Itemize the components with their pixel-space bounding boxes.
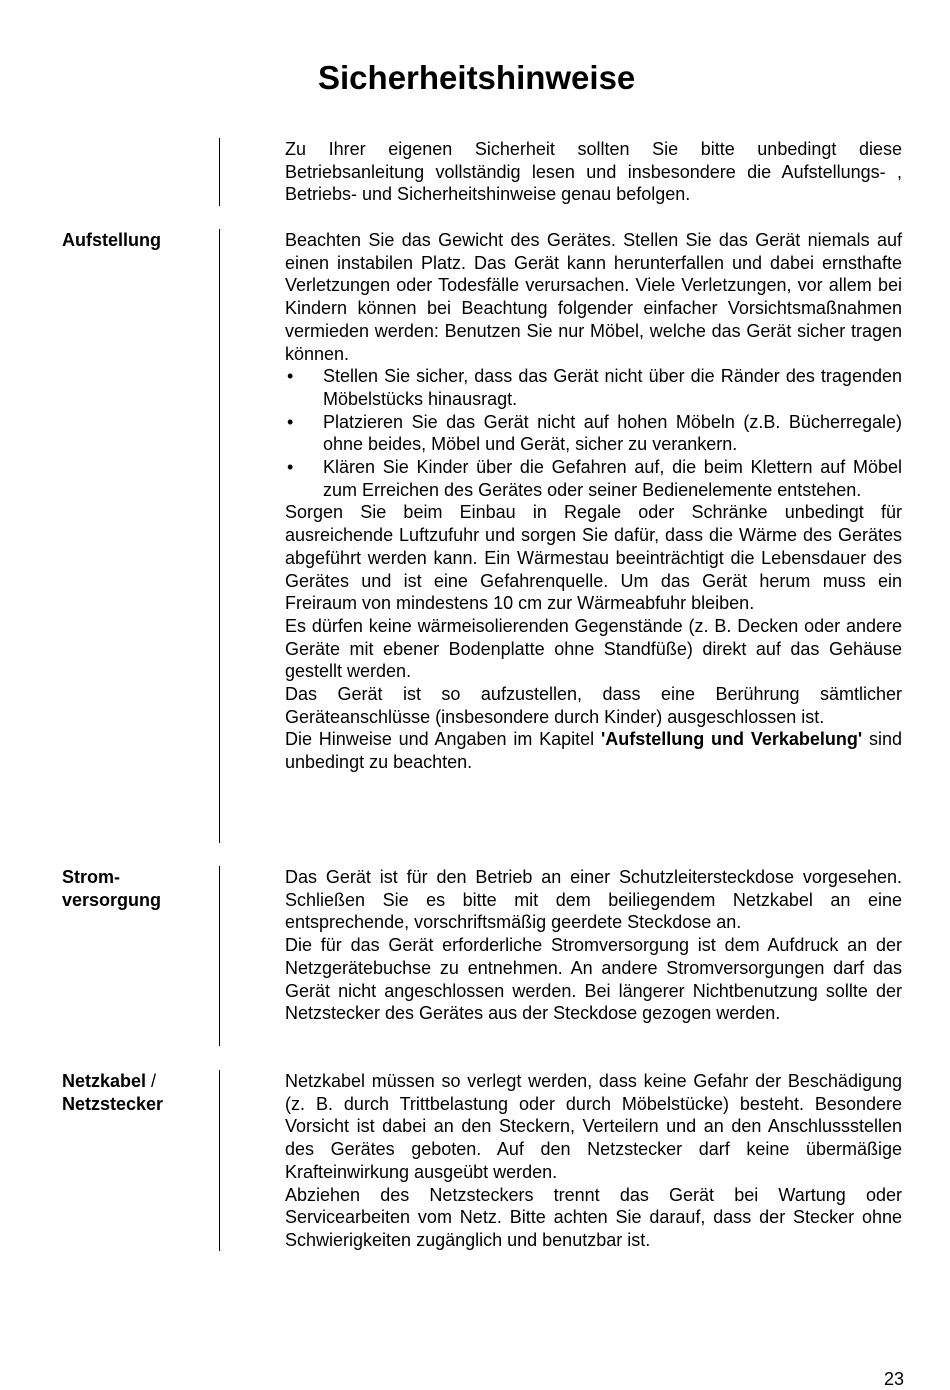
paragraph: Sorgen Sie beim Einbau in Regale oder Schränke unbedingt für ausreichende Luftzufuhr und sorgen Sie dafür, dass die Wärme des Gerätes abgeführt werden kann. Ein Wärmestau beeinträchtigt die Lebensdauer des Gerätes und ist eine Gefahrenquelle. Um das Gerät herum muss ein Freiraum von mindestens 10 cm zur Wärmeabfuhr bleiben.: [285, 502, 902, 614]
label-line: Netzstecker: [62, 1094, 164, 1114]
list-item: [285, 411, 902, 456]
paragraph: Die für das Gerät erforderliche Stromversorgung ist dem Aufdruck an der Netzgerätebuchse zu entnehmen. An andere Stromversorgungen darf das Gerät nicht angeschlossen werden. Bei längerer Nichtbenutzung sollte der Netzstecker des Gerätes aus der Steckdose gezogen werden.: [285, 935, 902, 1024]
label-line: versorgung: [62, 890, 162, 910]
paragraph: Das Gerät ist so aufzustellen, dass eine Berührung sämtlicher Geräteanschlüsse (insbesondere durch Kinder) ausgeschlossen ist.: [285, 684, 902, 727]
paragraph: Beachten Sie das Gewicht des Gerätes. Stellen Sie das Gerät niemals auf einen instabilen Platz. Das Gerät kann herunterfallen und dabei ernsthafte Verletzungen oder Todesfälle verursachen. Viele Verletzungen, vor allem bei Kindern können bei Beachtung folgender einfacher Vorsichtsmaßnahmen vermieden werden: Benutzen Sie nur Möbel, welche das Gerät sicher tragen können.: [285, 230, 902, 364]
paragraph: Das Gerät ist für den Betrieb an einer Schutzleitersteckdose vorgesehen. Schließen Sie es bitte mit dem beiliegendem Netzkabel an eine entsprechende, vorschriftsmäßig geerdete Steckdose an.: [285, 867, 902, 933]
label-line: Netzkabel: [62, 1071, 147, 1091]
section-label-netzkabel: [62, 1070, 202, 1116]
paragraph: Es dürfen keine wärmeisolierenden Gegenstände (z. B. Decken oder andere Geräte mit ebener Bodenplatte ohne Standfüße) direkt auf das Gehäuse gestellt werden.: [285, 615, 902, 682]
page-title: Sicherheitshinweise: [318, 59, 636, 96]
margin-rule: [219, 866, 220, 1046]
list-item-text: Platzieren Sie das Gerät nicht auf hohen Möbeln (z.B. Bücherregale) ohne beides, Möbel und Gerät, sicher zu verankern.: [323, 411, 902, 455]
list-item: [285, 365, 902, 410]
list-item-text: Stellen Sie sicher, dass das Gerät nicht über die Ränder des tragenden Möbelstücks hinausragt.: [323, 366, 902, 409]
paragraph: Abziehen des Netzsteckers trennt das Gerät bei Wartung oder Servicearbeiten vom Netz. Bitte achten Sie darauf, dass der Stecker ohne Schwierigkeiten zugänglich und benutzbar ist.: [285, 1184, 902, 1250]
chapter-reference: 'Aufstellung und Verkabelung': [600, 729, 863, 750]
list-item-text: Klären Sie Kinder über die Gefahren auf, die beim Klettern auf Möbel zum Erreichen des Gerätes oder seiner Bedienelemente entstehen.: [323, 457, 902, 500]
list-item: [285, 456, 902, 501]
margin-rule: [219, 138, 220, 206]
paragraph: Netzkabel müssen so verlegt werden, dass keine Gefahr der Beschädigung (z. B. durch Trittbelastung oder durch Möbelstücke) besteht. Besondere Vorsicht ist dabei an den Steckern, Verteilern und an den Anschlussstellen des Gerätes geboten. Auf den Netzstecker darf keine übermäßige Krafteinwirkung ausgeübt werden.: [285, 1071, 902, 1182]
label-slash: /: [146, 1071, 157, 1091]
aufstellung-text-block: [285, 229, 902, 774]
intro-text-block: [285, 138, 902, 206]
netzkabel-text-block: [285, 1070, 902, 1252]
paragraph-chapter-reference: [285, 728, 902, 773]
bullet-icon: •: [287, 411, 294, 432]
section-label-aufstellung: Aufstellung: [62, 230, 161, 250]
section-label-stromversorgung: [62, 866, 202, 912]
bullet-icon: •: [287, 457, 294, 478]
label-line: Strom-: [62, 867, 120, 887]
page-number: 23: [884, 1369, 905, 1389]
text-span: Die Hinweise und Angaben im Kapitel: [285, 729, 601, 750]
intro-paragraph: Zu Ihrer eigenen Sicherheit sollten Sie bitte unbedingt diese Betriebsanleitung vollständig lesen und insbesondere die Aufstellungs- , Betriebs- und Sicherheitshinweise genau befolgen.: [285, 139, 902, 205]
margin-rule: [219, 1070, 220, 1251]
bullet-icon: •: [287, 366, 294, 387]
text-span: sind unbedingt zu beachten.: [285, 729, 902, 773]
stromversorgung-text-block: [285, 866, 902, 1025]
bullet-list: [285, 365, 902, 501]
margin-rule: [219, 229, 220, 843]
